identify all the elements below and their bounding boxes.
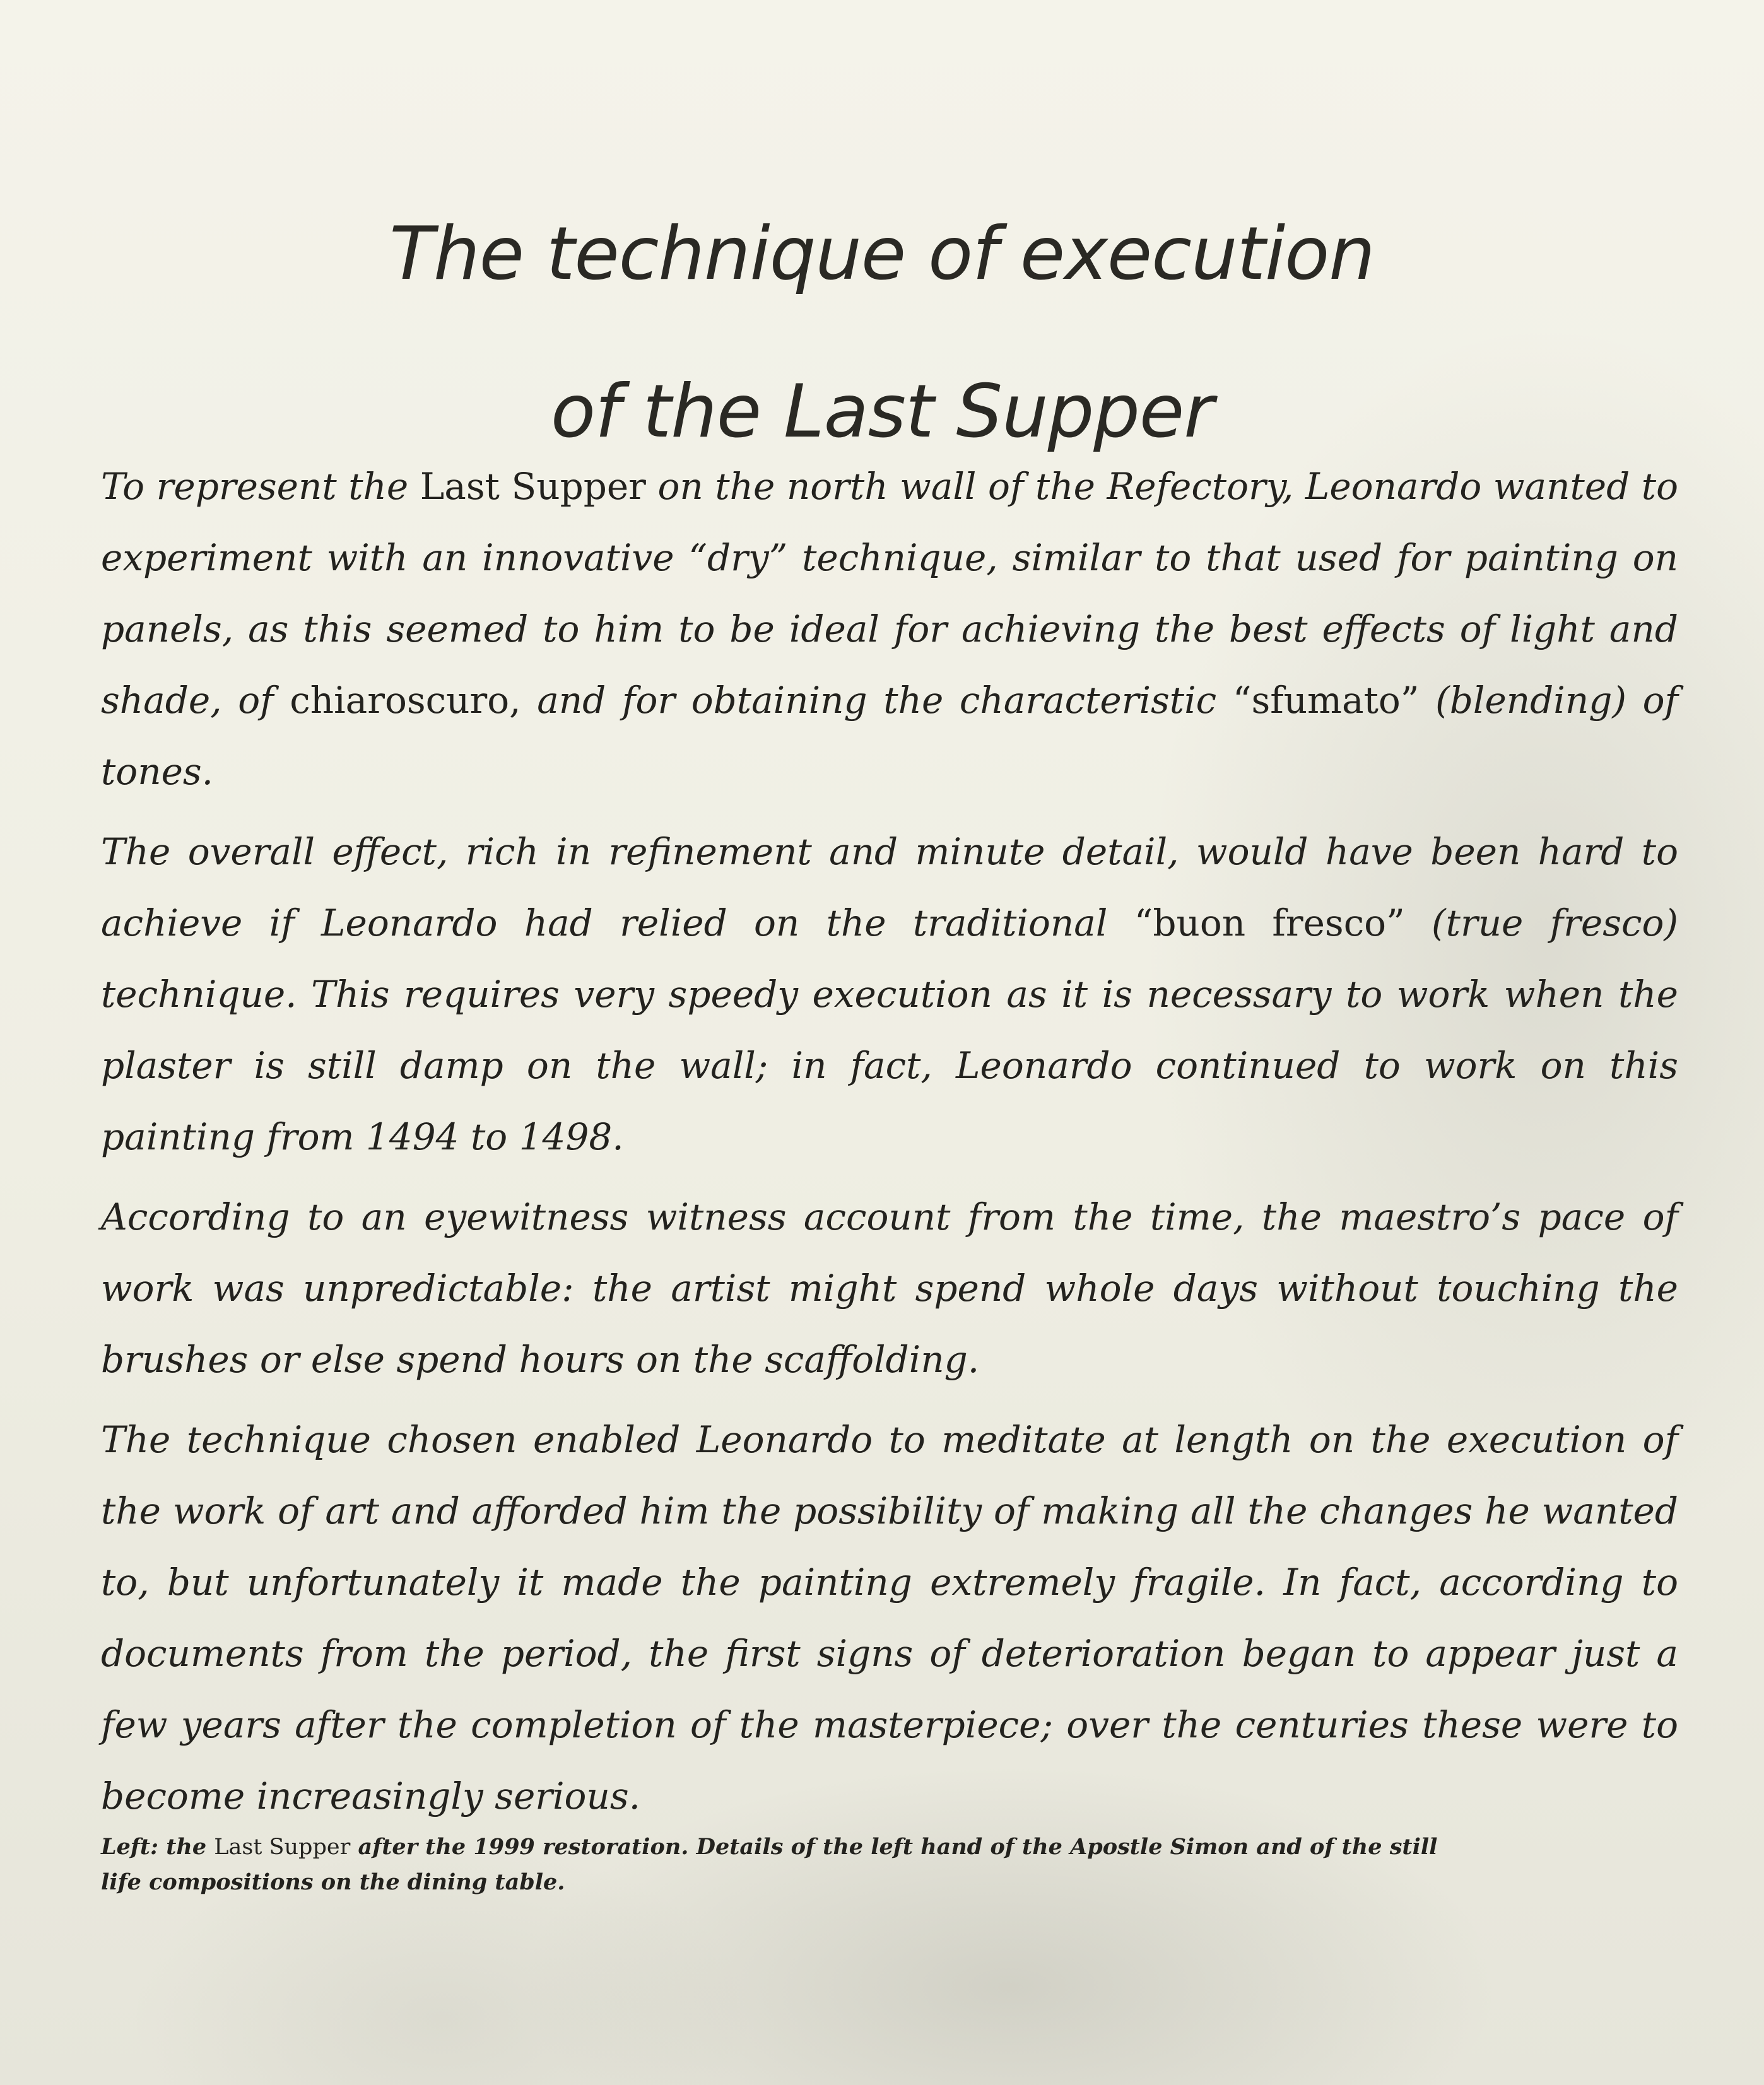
caption-text-c: after the 1999 restoration. Details of the left hand of the Apostle Simon and of the still life compositions on the dining table. <box>101 1834 1438 1895</box>
p1-term-chiaroscuro: chiaroscuro, <box>290 679 521 722</box>
title-line-1: The technique of execution <box>389 211 1375 297</box>
page-title <box>0 175 1764 491</box>
body-text <box>101 451 1678 1841</box>
p1-text-a: To represent the <box>101 465 420 508</box>
p2-text-a: The overall effect, rich in refinement and minute detail, would have been hard to achieve if Leonardo had relied on the traditional <box>101 830 1678 944</box>
p1-text-g: (blending) of tones. <box>101 679 1678 793</box>
paragraph-3: According to an eyewitness witness account from the time, the maestro’s pace of work was unpredictable: the artist might spend whole days without touching the brushes or else spend hours on the scaffolding. <box>101 1195 1678 1381</box>
p1-term-sfumato: “sfumato” <box>1232 679 1420 722</box>
p2-text-c: (true fresco) technique. This requires very speedy execution as it is necessary to work when the plaster is still damp on the wall; in fact, Leonardo continued to work on this painting from 1494 to 1498. <box>101 902 1678 1158</box>
paragraph-2 <box>101 816 1678 1173</box>
image-caption <box>101 1830 1457 1900</box>
caption-title-last-supper: Last Supper <box>214 1835 351 1860</box>
p1-text-e: and for obtaining the characteristic <box>520 679 1233 722</box>
caption-text-a: Left: the <box>101 1834 215 1860</box>
paragraph-1 <box>101 451 1678 808</box>
p1-title-last-supper: Last Supper <box>420 465 646 508</box>
p1-text-c: on the north wall of the Refectory, Leonardo wanted to experiment with an innovative “dry” technique, similar to that used for painting on panels, as this seemed to him to be ideal for achieving the best effects of light and shade, of <box>101 465 1678 722</box>
p2-term-buon-fresco: “buon fresco” <box>1134 902 1405 944</box>
paragraph-4: The technique chosen enabled Leonardo to meditate at length on the execution of the work of art and afforded him the possibility of making all the changes he wanted to, but unfortunately it made the painting extremely fragile. In fact, according to documents from the period, the first signs of deterioration began to appear just a few years after the completion of the masterpiece; over the centuries these were to become increasingly serious. <box>101 1418 1678 1818</box>
title-line-2: of the Last Supper <box>551 368 1213 454</box>
